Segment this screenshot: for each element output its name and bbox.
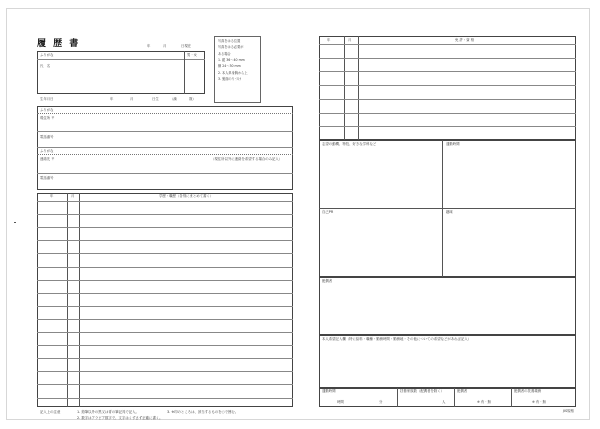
divider: [37, 131, 293, 132]
photo-line: 2. 本人単身胸から上: [218, 70, 248, 75]
table-row-line: [37, 253, 293, 254]
birth-year: 年: [110, 97, 114, 101]
table-row-line: [37, 358, 293, 359]
minutes-unit: 分: [379, 400, 383, 404]
table-row-line: [319, 99, 576, 100]
contact-furigana: ふりがな: [40, 149, 54, 153]
dependents-label: 扶養家族数（配偶者を除く）: [400, 389, 445, 393]
table-row-line: [37, 371, 293, 372]
free-notes-block: [319, 277, 576, 335]
divider: [319, 208, 576, 209]
divider: [344, 36, 345, 140]
photo-line: 写真をはる必要が: [218, 45, 244, 50]
table-row-line: [37, 267, 293, 268]
history-table: [37, 193, 293, 407]
note-2: 2. 数字はアラビア数字で、文字はくずさず正確に書く。: [77, 416, 163, 420]
table-row-line: [37, 201, 293, 202]
divider: [511, 388, 512, 407]
gender-stamp: 男 · 女: [187, 53, 198, 57]
spouse-label: 配偶者: [322, 279, 333, 283]
table-row-line: [319, 113, 576, 114]
note-1: 1. 鉛筆以外の黒又は青の筆記具で記入。: [77, 410, 139, 414]
divider: [67, 193, 68, 407]
right-col-year: 年: [327, 38, 331, 42]
contact-note: （現住所以外に連絡を希望する場合のみ記入）: [211, 157, 283, 161]
divider: [358, 36, 359, 140]
photo-line: 1. 縦 36～40 mm: [218, 57, 245, 62]
divider: [37, 147, 293, 148]
right-col-content: 免 許・資 格: [455, 38, 475, 42]
photo-line: 3. 裏面のりづけ: [218, 76, 242, 81]
commute-label: 通勤時間: [446, 142, 460, 146]
table-row-line: [37, 240, 293, 241]
table-row-line: [37, 384, 293, 385]
date-suffix: 日現在: [181, 44, 192, 48]
photo-area: [214, 36, 261, 103]
document-title: 履 歴 書: [37, 39, 81, 49]
table-row-line: [37, 345, 293, 346]
phone-label: 電話番号: [40, 135, 54, 139]
table-row-line: [37, 214, 293, 215]
birth-age-end: 歳）: [189, 97, 196, 101]
people-unit: 人: [442, 400, 446, 404]
name-label: 氏 名: [40, 64, 51, 68]
spouse-field-label: 配偶者: [457, 389, 468, 393]
name-block: [37, 51, 205, 94]
table-row-line: [37, 280, 293, 281]
birth-age: （満: [170, 97, 177, 101]
history-col-year: 年: [50, 194, 54, 198]
table-row-line: [37, 306, 293, 307]
spouse-yes-no: ※ 有 · 無: [477, 400, 491, 404]
hours-unit: 時間: [337, 400, 344, 404]
divider: [37, 154, 293, 155]
spouse-support-label: 配偶者の扶養義務: [514, 389, 542, 393]
motive-label: 志望の動機、特技、好きな学科など: [322, 142, 377, 146]
note-3: 3. ※印のところは、該当するものを○で囲む。: [167, 410, 239, 414]
photo-line: 横 24～30 mm: [218, 64, 241, 69]
history-col-content: 学歴・職歴（各別にまとめて書く）: [159, 194, 214, 198]
divider: [454, 388, 455, 407]
table-row-line: [319, 126, 576, 127]
birth-day: 日生: [152, 97, 159, 101]
table-row-line: [319, 71, 576, 72]
date-month: 月: [163, 44, 167, 48]
request-label: 本人希望記入欄（特に給料・職種・勤務時間・勤務地・その他についての希望などがあれば記入）: [322, 337, 472, 341]
table-row-line: [37, 332, 293, 333]
address-furigana: ふりがな: [40, 108, 54, 112]
right-col-month: 月: [348, 38, 352, 42]
table-row-line: [37, 398, 293, 399]
furigana-label: ふりがな: [40, 53, 54, 57]
table-row-line: [37, 319, 293, 320]
history-col-month: 月: [71, 194, 75, 198]
divider: [37, 59, 205, 60]
divider: [37, 113, 293, 114]
footer-code: JIS規格: [563, 409, 574, 413]
table-row-line: [37, 227, 293, 228]
notes-label: 記入上の注意: [40, 410, 61, 414]
divider: [37, 173, 293, 174]
divider: [184, 51, 185, 94]
spouse-support-yes-no: ※ 有 · 無: [532, 400, 546, 404]
commute-time-label: 通勤時間: [322, 389, 336, 393]
photo-line: 写真をはる位置: [218, 39, 241, 43]
request-block: [319, 335, 576, 388]
divider: [79, 193, 80, 407]
date-year: 年: [147, 44, 151, 48]
divider: [397, 388, 398, 407]
table-row-line: [37, 293, 293, 294]
contact-label: 連絡先 〒: [40, 157, 55, 161]
table-row-line: [319, 44, 576, 45]
fold-mark: [14, 222, 16, 223]
hobby-label: 趣味: [446, 210, 453, 214]
table-row-line: [319, 85, 576, 86]
birth-month: 月: [130, 97, 134, 101]
address-label: 現住所 〒: [40, 116, 55, 120]
table-row-line: [319, 58, 576, 59]
resume-sheet: [6, 8, 590, 420]
contact-phone-label: 電話番号: [40, 176, 54, 180]
appeal-label: 自己PR: [322, 210, 334, 214]
photo-line: ある場合: [218, 51, 231, 56]
birth-label: 生年月日: [40, 97, 54, 101]
address-block: [37, 106, 293, 190]
